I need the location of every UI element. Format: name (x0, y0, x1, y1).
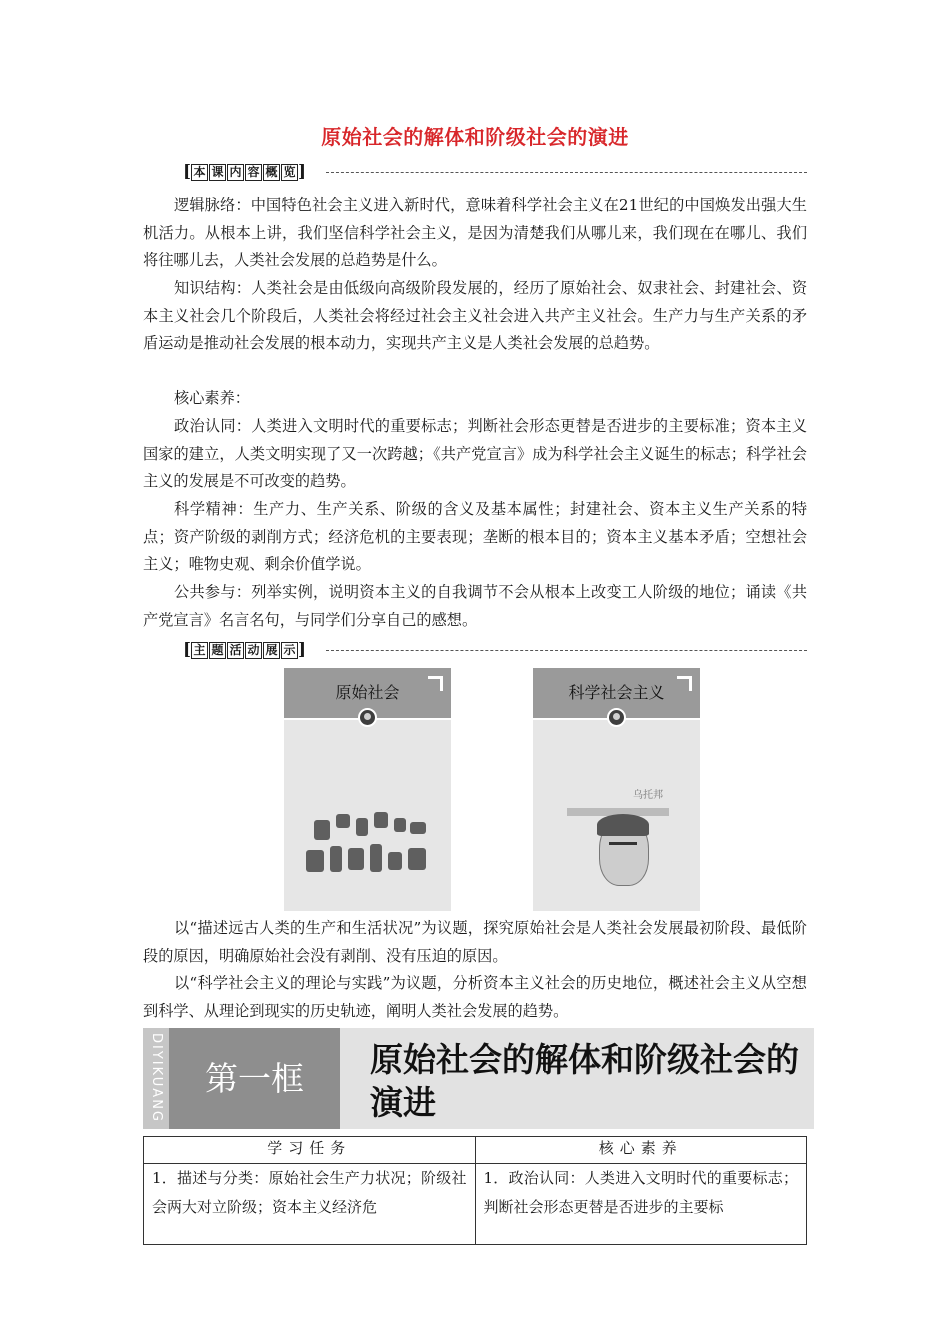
heading-char-box: 览 (281, 164, 298, 181)
portrait-eyes (609, 842, 637, 849)
heading-char-box: 课 (209, 164, 226, 181)
table-cell: 1．政治认同：人类进入文明时代的重要标志；判断社会形态更替是否进步的主要标 (475, 1164, 807, 1245)
learning-tasks-table (143, 1136, 807, 1245)
document-title: 原始社会的解体和阶级社会的演进 (321, 125, 629, 149)
lesson-banner (143, 1028, 814, 1129)
banner-side-strip (143, 1028, 169, 1129)
core-literacy-label: 核心素养： (174, 389, 250, 407)
table-header-row (144, 1137, 807, 1164)
heading-char-box: 动 (245, 642, 262, 659)
left-bracket: [ (183, 640, 192, 660)
activity-paragraph-2: 以“科学社会主义的理论与实践”为议题，分析资本主义社会的历史地位，概述社会主义从空想到科学、从理论到现实的历史轨迹，阐明人类社会发展的趋势。 (143, 974, 807, 1020)
portrait-hair (597, 814, 649, 836)
globe-icon (358, 708, 377, 727)
knowledge-structure-paragraph: 知识结构：人类社会是由低级向高级阶段发展的，经历了原始社会、奴隶社会、封建社会、资本主义社会几个阶段后，人类社会将经过社会主义社会进入共产主义社会。生产力与生产关系的矛盾运动是推动社会发展的根本动力，实现共产主义是人类社会发展的总趋势。 (143, 279, 807, 352)
column-header-tasks: 学习任务 (144, 1137, 476, 1164)
table-row (144, 1164, 807, 1245)
stone-tools-image (300, 808, 435, 888)
frame-label: 第一框 (205, 1059, 304, 1098)
activities-section-header (183, 638, 306, 662)
banner-side-text: DIYIKUANG (149, 1033, 164, 1124)
cover-title: 原始社会 (335, 683, 400, 702)
scientific-spirit-paragraph: 科学精神：生产力、生产关系、阶级的含义及基本属性；封建社会、资本主义生产关系的特点；资产阶级的剥削方式；经济危机的主要表现；垄断的根本目的；资本主义基本矛盾；空想社会主义；唯物史观、剩余价值学说。 (143, 500, 807, 573)
heading-char-box: 概 (263, 164, 280, 181)
section-divider (326, 172, 807, 173)
heading-char-box: 主 (191, 642, 208, 659)
heading-char-box: 本 (191, 164, 208, 181)
book-cover-primitive-society (284, 668, 451, 911)
right-bracket: ] (298, 640, 307, 660)
book-cover-scientific-socialism (533, 668, 700, 911)
frame-label-box (169, 1028, 340, 1129)
utopia-caption: 乌托邦 (633, 790, 663, 801)
heading-char-box: 活 (227, 642, 244, 659)
heading-char-box: 展 (263, 642, 280, 659)
political-identity-paragraph: 政治认同：人类进入文明时代的重要标志；判断社会形态更替是否进步的主要标准；资本主义国家的建立，人类文明实现了又一次跨越；《共产党宣言》成为科学社会主义诞生的标志；科学社会主义的发展是不可改变的趋势。 (143, 417, 807, 490)
heading-char-box: 容 (245, 164, 262, 181)
column-header-literacy: 核心素养 (475, 1137, 807, 1164)
activity-paragraph-1: 以“描述远古人类的生产和生活状况”为议题，探究原始社会是人类社会发展最初阶段、最低阶段的原因，明确原始社会没有剥削、没有压迫的原因。 (143, 919, 807, 965)
overview-heading (191, 164, 298, 181)
heading-char-box: 内 (227, 164, 244, 181)
cover-title: 科学社会主义 (568, 683, 665, 702)
lesson-title: 原始社会的解体和阶级社会的演进 (370, 1040, 799, 1122)
heading-char-box: 示 (281, 642, 298, 659)
portrait-image (563, 790, 673, 890)
public-participation-paragraph: 公共参与：列举实例，说明资本主义的自我调节不会从根本上改变工人阶级的地位；诵读《共产党宣言》名言名句，与同学们分享自己的感想。 (143, 583, 807, 629)
left-bracket: [ (183, 162, 192, 182)
overview-section-header (183, 160, 306, 184)
globe-icon (607, 708, 626, 727)
section-divider (326, 650, 807, 651)
activities-heading (191, 642, 298, 659)
logic-paragraph: 逻辑脉络：中国特色社会主义进入新时代，意味着科学社会主义在21世纪的中国焕发出强大生机活力。从根本上讲，我们坚信科学社会主义，是因为清楚我们从哪儿来，我们现在在哪儿、我们将往哪儿去，人类社会发展的总趋势是什么。 (143, 196, 807, 269)
right-bracket: ] (298, 162, 307, 182)
heading-char-box: 题 (209, 642, 226, 659)
table-cell: 1．描述与分类：原始社会生产力状况；阶级社会两大对立阶级；资本主义经济危 (144, 1164, 476, 1245)
